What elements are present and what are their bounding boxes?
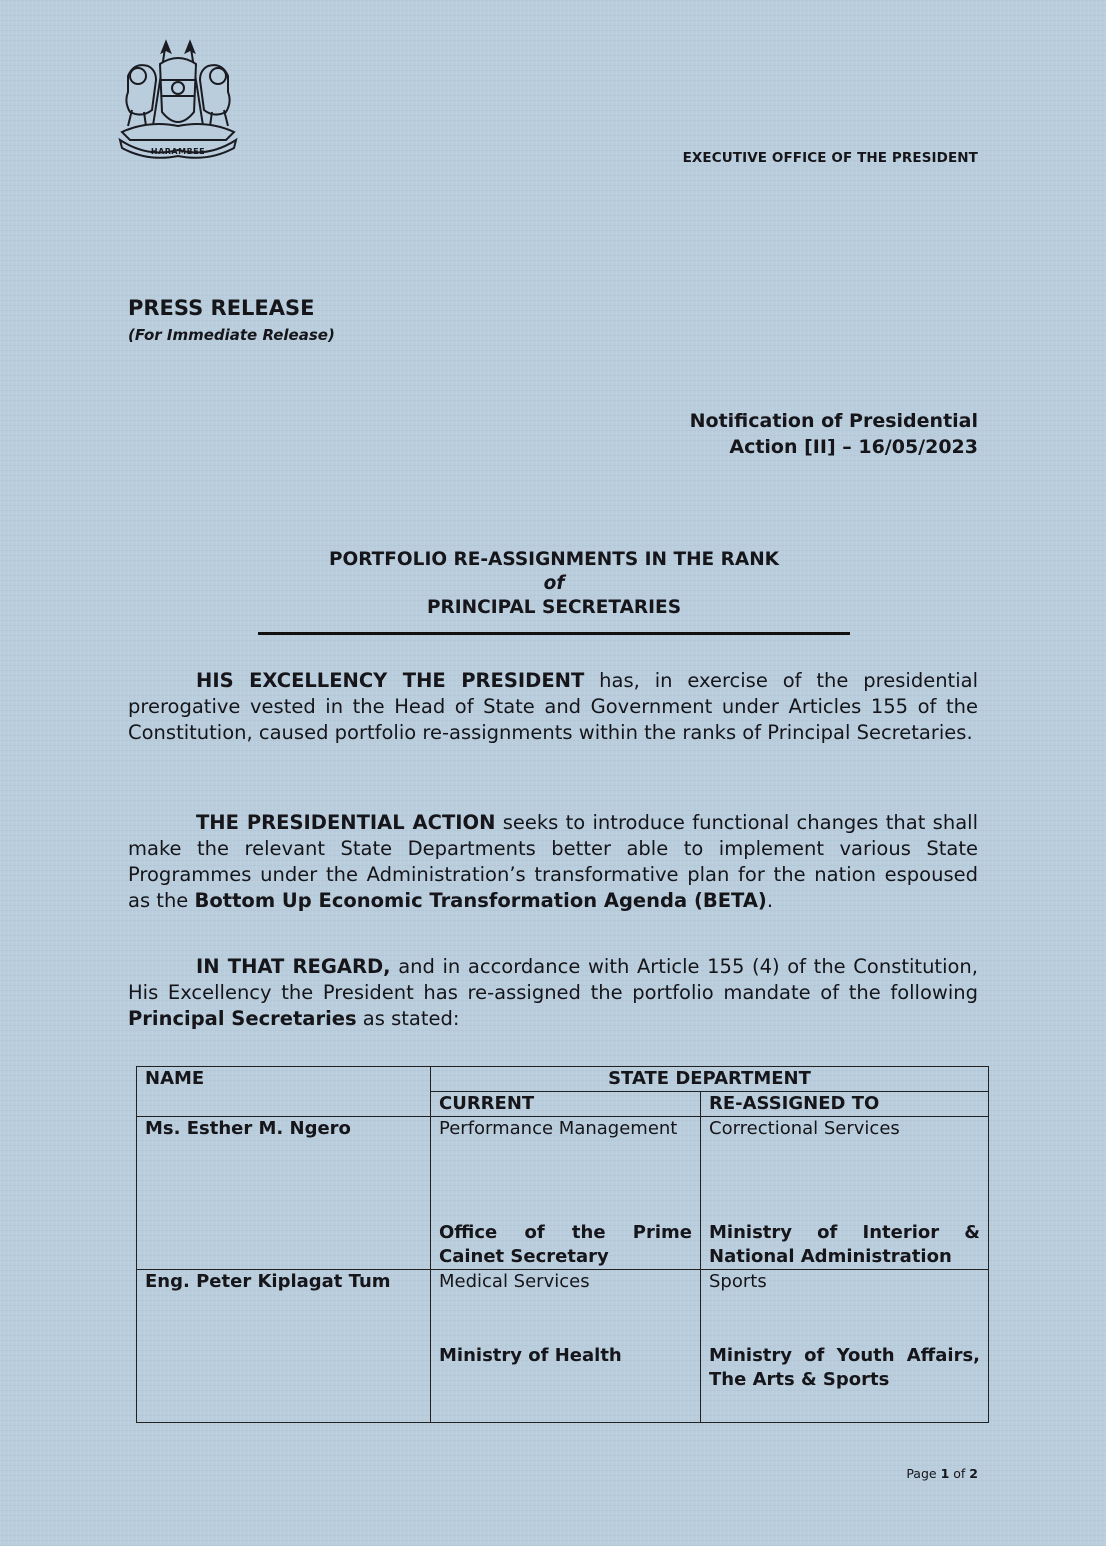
paragraph-2 — [128, 810, 978, 914]
heading-underline — [258, 632, 850, 635]
new-department-cell — [701, 1117, 989, 1270]
table-header-row — [137, 1067, 989, 1092]
current-department: Performance Management — [439, 1118, 678, 1139]
ps-name: Ms. Esther M. Ngero — [137, 1117, 431, 1270]
page-total: 2 — [969, 1466, 978, 1481]
office-title: EXECUTIVE OFFICE OF THE PRESIDENT — [682, 150, 978, 166]
paragraph-3-subject: Principal Secretaries — [128, 1007, 357, 1030]
new-department-cell — [701, 1270, 989, 1423]
press-release-title: PRESS RELEASE — [128, 296, 315, 320]
heading-line-3: PRINCIPAL SECRETARIES — [426, 597, 682, 618]
page-of: of — [953, 1466, 966, 1481]
paragraph-2-text: seeks to introduce functional changes that shall make the relevant State Departments better able to implement various State Programmes under the Administration’s transformative plan for the nation espoused as the — [128, 811, 978, 912]
header-reassigned: RE-ASSIGNED TO — [701, 1092, 989, 1117]
current-department: Medical Services — [439, 1271, 590, 1292]
new-ministry: Ministry of Interior & National Administration — [709, 1222, 980, 1267]
release-subtitle: (For Immediate Release) — [128, 326, 335, 344]
header-name: NAME — [137, 1067, 431, 1117]
new-ministry: Ministry of Youth Affairs, The Arts & Sports — [709, 1345, 980, 1390]
coat-of-arms-icon — [108, 36, 248, 160]
new-department: Sports — [709, 1271, 767, 1292]
paragraph-2-lead: THE PRESIDENTIAL ACTION — [196, 811, 496, 834]
paragraph-3-lead: IN THAT REGARD, — [196, 955, 391, 978]
document-heading — [258, 548, 850, 620]
header-state-department: STATE DEPARTMENT — [431, 1067, 989, 1092]
notification-line-1: Notification of Presidential — [689, 410, 978, 432]
reassignment-table — [136, 1066, 989, 1423]
page-word: Page — [906, 1466, 937, 1481]
notification-reference — [690, 408, 978, 460]
heading-line-1: PORTFOLIO RE-ASSIGNMENTS IN THE RANK — [328, 549, 780, 570]
paragraph-3-text: and in accordance with Article 155 (4) of the Constitution, His Excellency the President has re-assigned the portfolio mandate of the following — [128, 955, 978, 1004]
table-row — [137, 1117, 989, 1270]
page-current: 1 — [940, 1466, 950, 1481]
heading-line-2: of — [543, 573, 565, 594]
page-number — [906, 1466, 978, 1481]
header-current: CURRENT — [431, 1092, 701, 1117]
paragraph-3 — [128, 954, 978, 1032]
current-department-cell — [431, 1270, 701, 1423]
paragraph-1 — [128, 668, 978, 746]
paragraph-1-lead: HIS EXCELLENCY THE PRESIDENT — [196, 669, 585, 692]
current-department-cell — [431, 1117, 701, 1270]
paragraph-1-text: has, in exercise of the presidential prerogative vested in the Head of State and Government under Articles 155 of the Constitution, caused portfolio re-assignments within the ranks of Principal Secretaries. — [128, 669, 978, 744]
new-department: Correctional Services — [709, 1118, 900, 1139]
current-ministry: Office of the Prime Cainet Secretary — [439, 1222, 692, 1267]
ps-name: Eng. Peter Kiplagat Tum — [137, 1270, 431, 1423]
paragraph-2-agenda: Bottom Up Economic Transformation Agenda (BETA) — [194, 889, 767, 912]
notification-line-2: Action [II] – 16/05/2023 — [729, 436, 978, 458]
current-ministry: Ministry of Health — [439, 1345, 622, 1366]
table-row — [137, 1270, 989, 1423]
emblem-motto: HARAMBEE — [150, 147, 206, 156]
paragraph-3-end: as stated: — [356, 1007, 460, 1030]
paragraph-2-end: . — [766, 889, 774, 912]
